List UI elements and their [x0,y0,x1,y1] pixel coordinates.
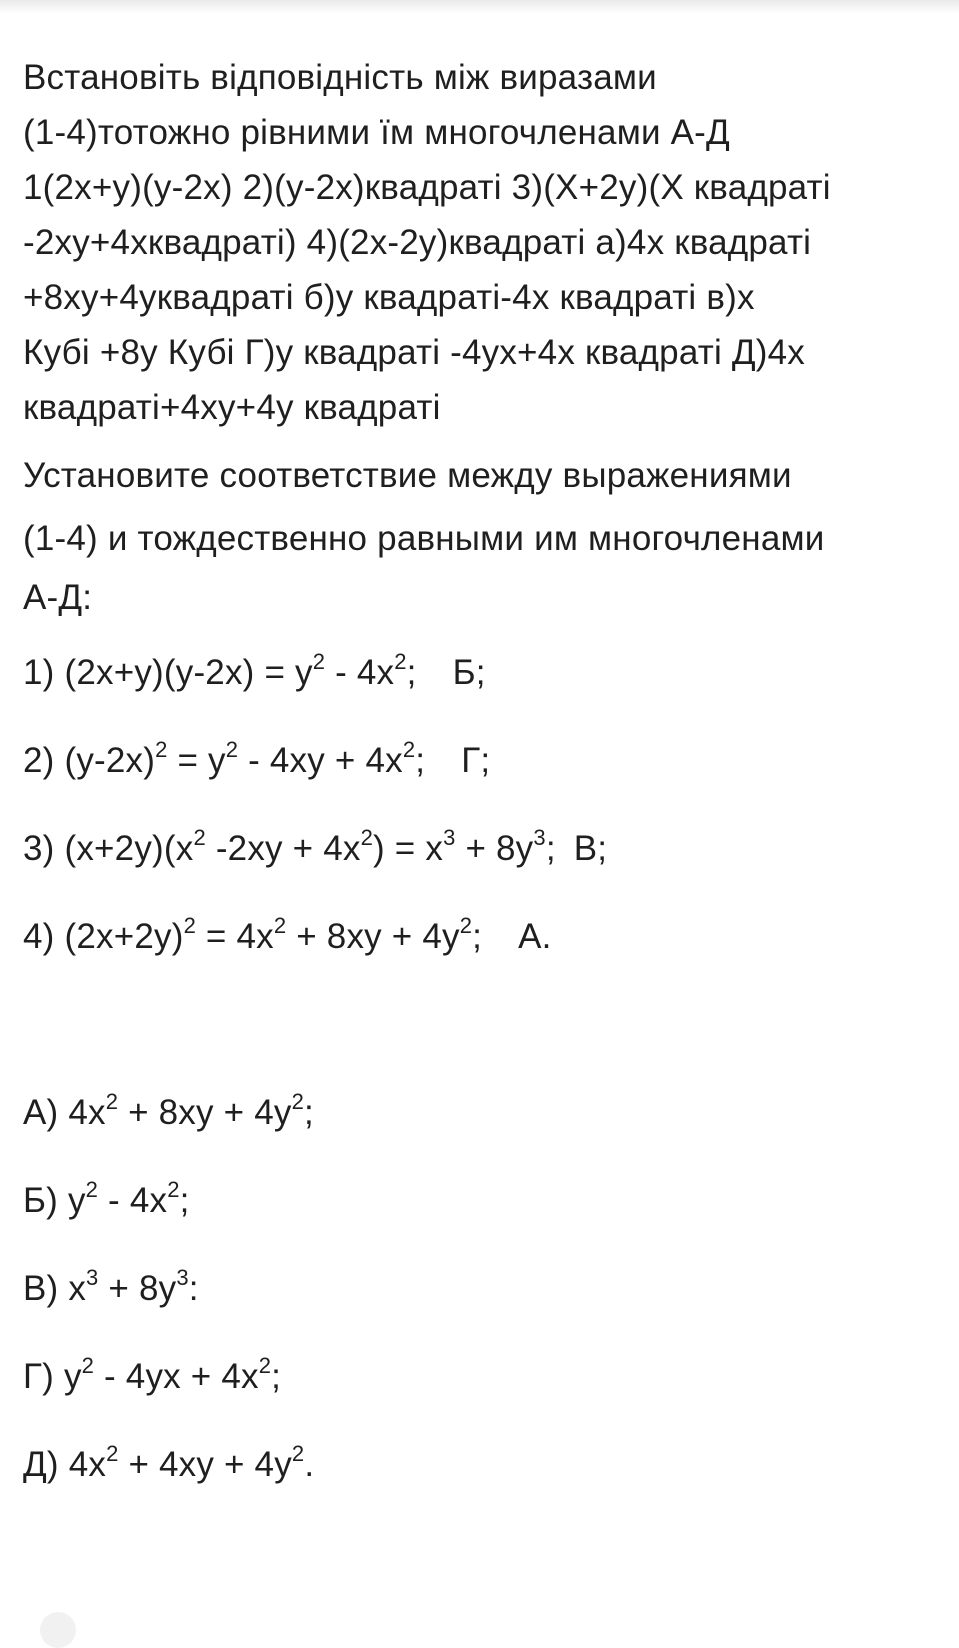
answer-text [23,444,943,1509]
option-row: Б) $y^2 - 4x^2$; [23,1177,190,1220]
avatar-placeholder [40,1612,76,1648]
answer-line: А-Д: [23,578,93,617]
question-text [23,50,943,435]
question-line: Встановіть відповідність між виразами [23,58,657,97]
spacer [23,981,943,1069]
question-line: 1(2х+у)(у-2х) 2)(у-2х)квадраті 3)(Х+2у)(Х квадраті [23,168,831,207]
question-line: квадраті+4ху+4у квадраті [23,388,441,427]
option-row: В) $x^3 + 8y^3$: [23,1265,199,1308]
answer-line: (1-4) и тождественно равными им многочленами [23,519,825,558]
option-row: Г) $y^2 - 4yx + 4x^2$; [23,1353,282,1396]
match-letter: А. [518,917,552,956]
match-row: 2) $(y-2x)^2 = y^2 - 4xy + 4x^2$; Г; [23,737,491,780]
option-row: Д) $4x^2 + 4xy + 4y^2$. [23,1441,315,1484]
match-list [23,629,943,981]
answer-content [23,50,943,1509]
match-row: 1) $(2x+y)(y-2x) = y^2 - 4x^2$; Б; [23,649,486,692]
question-line: Кубі +8у Кубі Г)у квадраті -4ух+4х квадраті Д)4х [23,333,805,372]
question-line: (1-4)тотожно рівними їм многочленами А-Д [23,113,730,152]
question-line: +8ху+4уквадраті б)у квадраті-4х квадраті в)х [23,278,755,317]
match-row: 3) $(x+2y)(x^2$ $-2xy + 4x^2) = x^3 + 8y^3$; В; [23,825,608,868]
match-letter: В; [573,829,608,868]
match-row: 4) $(2x+2y)^2 = 4x^2 + 8xy + 4y^2$; А. [23,913,552,956]
match-letter: Г; [461,741,491,780]
option-row: А) $4x^2 + 8xy + 4y^2$; [23,1089,314,1132]
answer-line: Установите соответствие между выражениями [23,456,792,495]
option-list [23,1069,943,1509]
match-letter: Б; [452,653,486,692]
question-line: -2ху+4хквадраті) 4)(2х-2у)квадраті а)4х квадраті [23,223,812,262]
top-shadow [0,0,959,14]
